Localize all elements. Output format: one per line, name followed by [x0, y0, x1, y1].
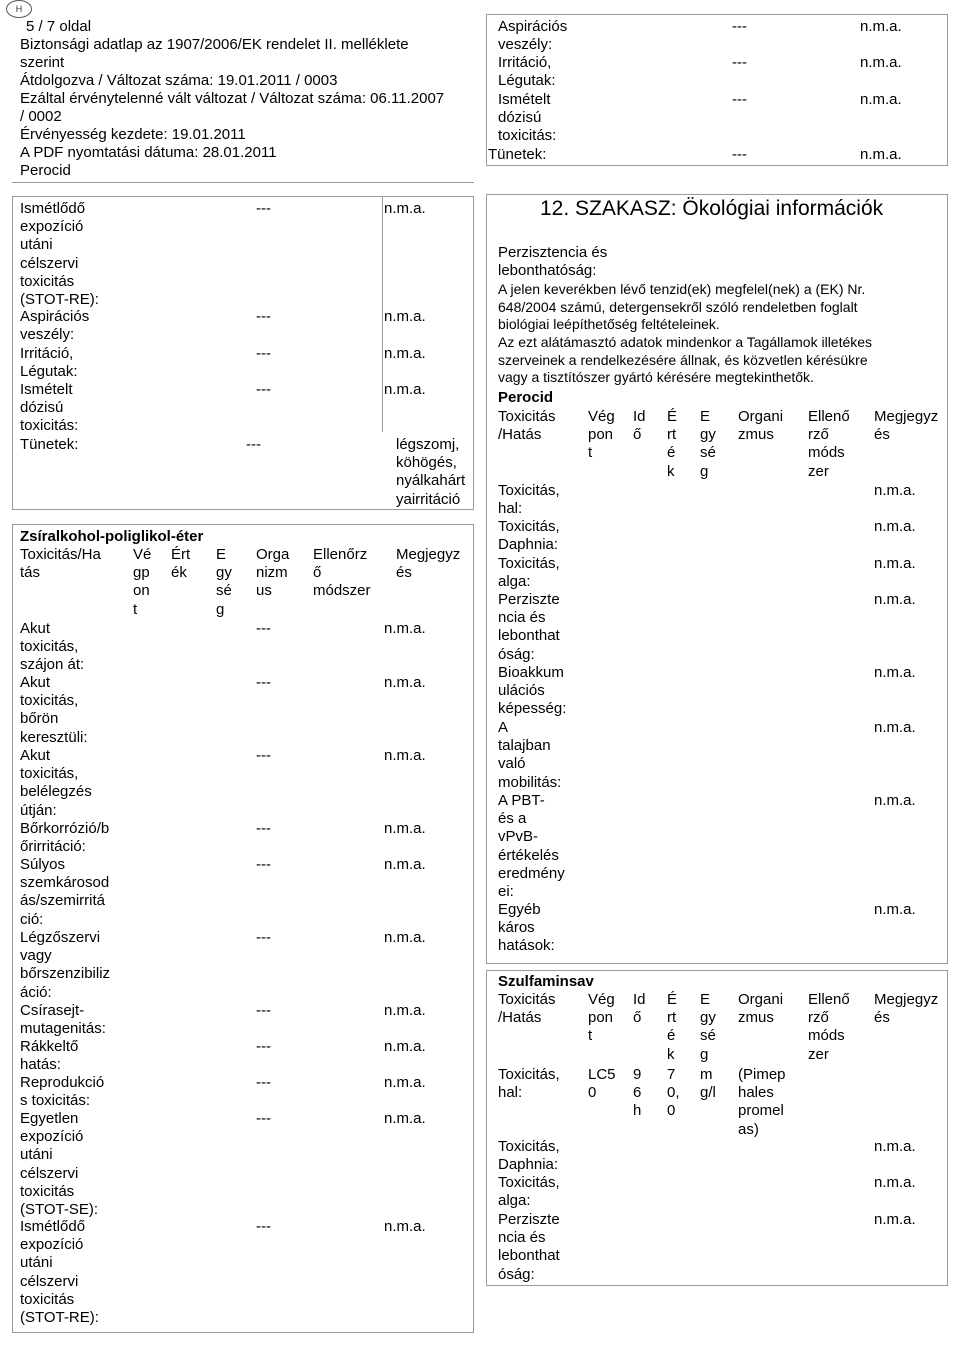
zs-row-label: Légzőszervi vagy bőrszenzibiliz áció:	[20, 929, 111, 1001]
eco-row-label: Toxicitás, Daphnia:	[498, 518, 560, 554]
zs-header-endpoint: Vé gp on t	[133, 546, 152, 618]
sz-row-value: n.m.a.	[874, 1174, 916, 1191]
eco-row-value: n.m.a.	[874, 591, 916, 608]
eco-row-value: n.m.a.	[874, 719, 916, 736]
eco-header-effect: Toxicitás /Hatás	[498, 408, 556, 444]
header-print-date: A PDF nyomtatási dátuma: 28.01.2011	[20, 144, 277, 161]
eco-row-value: n.m.a.	[874, 482, 916, 499]
left-row-value: n.m.a.	[384, 381, 426, 398]
zs-row-value: n.m.a.	[384, 674, 426, 691]
zs-row-label: Csírasejt- mutagenitás:	[20, 1002, 106, 1038]
company-logo	[6, 0, 32, 18]
eco-row-label: Egyéb káros hatások:	[498, 901, 555, 955]
header-valid-from: Érvényesség kezdete: 19.01.2011	[20, 126, 246, 143]
rt-row-dash: ---	[732, 54, 747, 71]
left-row-label: Aspirációs veszély:	[20, 308, 90, 344]
persistence-label: Perzisztencia és lebonthatóság:	[498, 244, 608, 280]
zs-header-organism: Orga nizm us	[256, 546, 290, 600]
sz-header-remark: Megjegyz és	[874, 991, 939, 1027]
sz-header-organism: Organi zmus	[738, 991, 784, 1027]
eco-header-organism: Organi zmus	[738, 408, 784, 444]
zs-row-dash: ---	[256, 620, 271, 637]
eco-header-time: Id ő	[633, 408, 646, 444]
header-regulation-cont: szerint	[20, 54, 65, 71]
sz-row-label: Perziszte ncia és lebonthat óság:	[498, 1211, 560, 1283]
zs-row-value: n.m.a.	[384, 1218, 426, 1235]
left-row-value: n.m.a.	[384, 345, 426, 362]
zs-row-dash: ---	[256, 1218, 271, 1235]
zs-row-label: Rákkeltő hatás:	[20, 1038, 79, 1074]
zs-row-value: n.m.a.	[384, 856, 426, 873]
sz-row-value: n.m.a.	[874, 1211, 916, 1228]
zs-row-dash: ---	[256, 929, 271, 946]
rt-row-label: Aspirációs veszély:	[498, 18, 568, 54]
eco-header-method: Ellenő rző móds zer	[808, 408, 850, 480]
zs-header-value: Ért ék	[171, 546, 191, 582]
persistence-text: A jelen keverékben lévő tenzid(ek) megfelel(nek) a (EK) Nr. 648/2004 számú, detergensekről szóló rendeletben foglalt biológiai leépíthetőség feltételeinek.	[498, 281, 866, 332]
left-row-dash: ---	[256, 308, 271, 325]
zsiralkohol-title: Zsíralkohol-poliglikol-éter	[20, 528, 204, 545]
symptoms-value: légszomj, köhögés, nyálkahárt yairritáció	[396, 436, 466, 508]
header-product: Perocid	[20, 162, 71, 179]
zs-row-dash: ---	[256, 820, 271, 837]
zs-row-value: n.m.a.	[384, 1038, 426, 1055]
rt-row-label: Irritáció, Légutak:	[498, 54, 556, 90]
symptoms-label: Tünetek:	[20, 436, 79, 453]
zs-row-label: Akut toxicitás, szájon át:	[20, 620, 85, 674]
left-box-divider	[382, 196, 383, 432]
zs-header-remark: Megjegyz és	[396, 546, 461, 582]
eco-header-remark: Megjegyz és	[874, 408, 939, 444]
header-regulation: Biztonsági adatlap az 1907/2006/EK rendelet II. melléklete	[20, 36, 409, 53]
zs-row-dash: ---	[256, 1002, 271, 1019]
eco-row-label: Bioakkum ulációs képesség:	[498, 664, 567, 718]
zs-row-label: Akut toxicitás, bőrön keresztüli:	[20, 674, 88, 746]
logo-letter: H	[15, 4, 23, 14]
sz-row-label: Toxicitás, alga:	[498, 1174, 560, 1210]
zs-row-value: n.m.a.	[384, 1002, 426, 1019]
left-row-dash: ---	[256, 381, 271, 398]
zs-row-dash: ---	[256, 1110, 271, 1127]
zs-header-unit: E gy sé g	[216, 546, 232, 618]
eco-row-label: A talajban való mobilitás:	[498, 719, 562, 791]
rt-row-value: n.m.a.	[860, 54, 902, 71]
sz-fish-label: Toxicitás, hal:	[498, 1066, 560, 1102]
header-rule	[12, 182, 474, 183]
rt-symptoms-label: Tünetek:	[488, 146, 547, 163]
sz-row-value: n.m.a.	[874, 1138, 916, 1155]
eco-row-value: n.m.a.	[874, 792, 916, 809]
symptoms-dash: ---	[246, 436, 261, 453]
eco-header-value: É rt é k	[667, 408, 678, 480]
eco-row-label: Toxicitás, alga:	[498, 555, 560, 591]
rt-row-dash: ---	[732, 18, 747, 35]
sz-fish-time: 9 6 h	[633, 1066, 642, 1120]
sz-header-effect: Toxicitás /Hatás	[498, 991, 556, 1027]
zs-row-label: Reprodukció s toxicitás:	[20, 1074, 105, 1110]
left-row-value: n.m.a.	[384, 308, 426, 325]
zs-row-dash: ---	[256, 1038, 271, 1055]
eco-row-value: n.m.a.	[874, 555, 916, 572]
left-row-label: Ismétlődő expozíció utáni célszervi toxicitás (STOT-RE):	[20, 200, 99, 309]
eco-header-unit: E gy sé g	[700, 408, 716, 480]
zs-row-value: n.m.a.	[384, 1110, 426, 1127]
zs-row-value: n.m.a.	[384, 747, 426, 764]
zs-row-label: Akut toxicitás, belélegzés útján:	[20, 747, 92, 819]
rt-row-dash: ---	[732, 91, 747, 108]
left-row-label: Ismételt dózisú toxicitás:	[20, 381, 79, 435]
eco-row-label: Perziszte ncia és lebonthat óság:	[498, 591, 560, 663]
zs-row-dash: ---	[256, 856, 271, 873]
header-superseded-cont: / 0002	[20, 108, 62, 125]
zs-row-value: n.m.a.	[384, 929, 426, 946]
zs-row-value: n.m.a.	[384, 820, 426, 837]
left-row-dash: ---	[256, 345, 271, 362]
szulfaminsav-title: Szulfaminsav	[498, 973, 594, 990]
section12-title: 12. SZAKASZ: Ökológiai információk	[540, 197, 884, 220]
persistence-text-2: Az ezt alátámasztó adatok mindenkor a Tagállamok illetékes szerveinek a rendelkezésére állnak, és közvetlen kérésükre vagy a tisztítószer gyártó kérésére megtekinthetők.	[498, 334, 873, 385]
sz-header-time: Id ő	[633, 991, 646, 1027]
rt-row-label: Ismételt dózisú toxicitás:	[498, 91, 557, 145]
header-superseded: Ezáltal érvénytelenné vált változat / Változat száma: 06.11.2007	[20, 90, 445, 107]
zs-row-dash: ---	[256, 1074, 271, 1091]
header-revision: Átdolgozva / Változat száma: 19.01.2011 / 0003	[20, 72, 338, 89]
zs-header-effect: Toxicitás/Ha tás	[20, 546, 101, 582]
zs-row-dash: ---	[256, 747, 271, 764]
rt-row-value: n.m.a.	[860, 18, 902, 35]
section12-product: Perocid	[498, 389, 554, 406]
left-row-dash: ---	[256, 200, 271, 217]
sz-header-unit: E gy sé g	[700, 991, 716, 1063]
sz-fish-endpoint: LC5 0	[588, 1066, 616, 1102]
eco-row-label: A PBT- és a vPvB- értékelés eredmény ei:	[498, 792, 565, 901]
zs-row-label: Bőrkorrózió/b őrirritáció:	[20, 820, 110, 856]
left-row-label: Irritáció, Légutak:	[20, 345, 78, 381]
zs-row-label: Ismétlődő expozíció utáni célszervi toxicitás (STOT-RE):	[20, 1218, 99, 1327]
zs-row-label: Egyetlen expozíció utáni célszervi toxicitás (STOT-SE):	[20, 1110, 99, 1219]
page-number: 5 / 7 oldal	[26, 18, 92, 35]
eco-header-endpoint: Vég pon t	[588, 408, 615, 462]
eco-row-value: n.m.a.	[874, 901, 916, 918]
zs-header-method: Ellenőrz ő módszer	[313, 546, 371, 600]
eco-row-label: Toxicitás, hal:	[498, 482, 560, 518]
sz-header-method: Ellenő rző móds zer	[808, 991, 850, 1063]
sz-fish-organism: (Pimep hales promel as)	[738, 1066, 786, 1138]
sz-fish-value: 7 0, 0	[667, 1066, 680, 1120]
sz-fish-unit: m g/l	[700, 1066, 716, 1102]
rt-symptoms-dash: ---	[732, 146, 747, 163]
rt-symptoms-value: n.m.a.	[860, 146, 902, 163]
zs-row-value: n.m.a.	[384, 620, 426, 637]
zs-row-value: n.m.a.	[384, 1074, 426, 1091]
eco-row-value: n.m.a.	[874, 518, 916, 535]
left-row-value: n.m.a.	[384, 200, 426, 217]
sz-header-endpoint: Vég pon t	[588, 991, 615, 1045]
eco-row-value: n.m.a.	[874, 664, 916, 681]
rt-row-value: n.m.a.	[860, 91, 902, 108]
sz-row-label: Toxicitás, Daphnia:	[498, 1138, 560, 1174]
sz-header-value: É rt é k	[667, 991, 678, 1063]
zs-row-label: Súlyos szemkárosod ás/szemirritá ció:	[20, 856, 110, 928]
zs-row-dash: ---	[256, 674, 271, 691]
